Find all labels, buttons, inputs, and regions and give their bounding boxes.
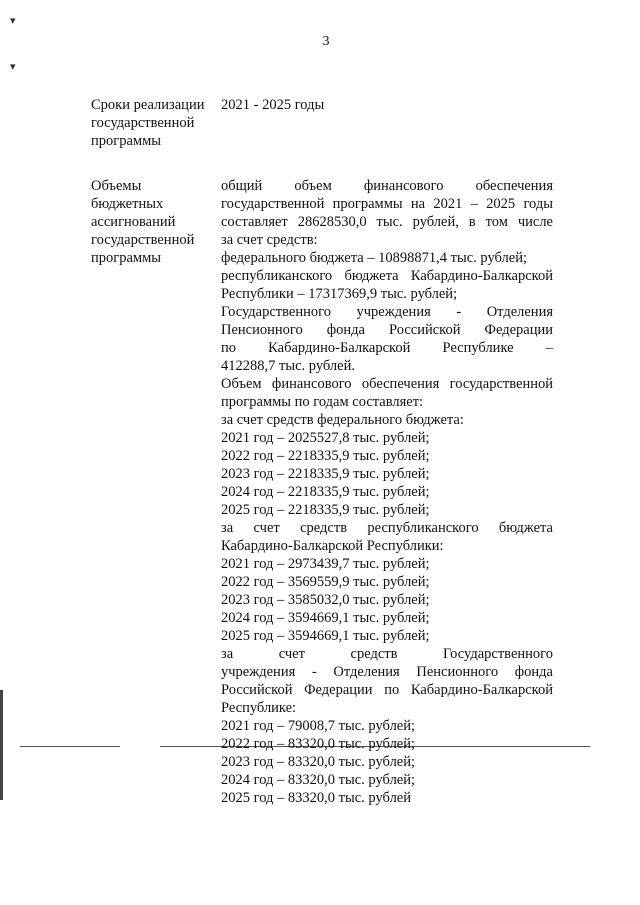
- federal-year: 2021 год – 2025527,8 тыс. рублей;: [221, 430, 430, 446]
- republic-year: 2021 год – 2973439,7 тыс. рублей;: [221, 556, 430, 572]
- federal-heading: за счет средств федерального бюджета:: [221, 412, 464, 428]
- pension-total-line: Государственного учреждения - Отделения: [221, 304, 553, 320]
- by-year-intro-line: программы по годам составляет:: [221, 394, 424, 410]
- pension-heading-line: учреждения - Отделения Пенсионного фонда: [221, 664, 553, 680]
- republic-year: 2024 год – 3594669,1 тыс. рублей;: [221, 610, 430, 626]
- label-line: программы: [91, 133, 161, 149]
- pension-total-line: по Кабардино-Балкарской Республике –: [221, 340, 553, 356]
- label-line: Объемы: [91, 178, 142, 194]
- label-line: государственной: [91, 115, 195, 131]
- pension-heading-line: за счет средств Государственного: [221, 646, 553, 662]
- volumes-label: [91, 177, 221, 807]
- by-year-intro-line: Объем финансового обеспечения государственной: [221, 376, 553, 392]
- federal-year: 2024 год – 2218335,9 тыс. рублей;: [221, 484, 430, 500]
- period-value: 2021 - 2025 годы: [221, 97, 325, 113]
- pension-total-line: 412288,7 тыс. рублей.: [221, 358, 355, 374]
- scan-mark: ▾: [10, 61, 16, 73]
- pension-year: 2024 год – 83320,0 тыс. рублей;: [221, 772, 416, 788]
- republic-year: 2022 год – 3569559,9 тыс. рублей;: [221, 574, 430, 590]
- volumes-value: [221, 177, 553, 807]
- republic-heading-line: Кабардино-Балкарской Республики:: [221, 538, 444, 554]
- federal-year: 2023 год – 2218335,9 тыс. рублей;: [221, 466, 430, 482]
- federal-year: 2025 год – 2218335,9 тыс. рублей;: [221, 502, 430, 518]
- pension-heading-line: Российской Федерации по Кабардино-Балкарской: [221, 682, 553, 698]
- republic-year: 2023 год – 3585032,0 тыс. рублей;: [221, 592, 430, 608]
- total-line: общий объем финансового обеспечения: [221, 178, 553, 194]
- label-line: государственной: [91, 232, 195, 248]
- republic-total-line: Республики – 17317369,9 тыс. рублей;: [221, 286, 458, 302]
- pension-year: 2021 год – 79008,7 тыс. рублей;: [221, 718, 416, 734]
- label-line: бюджетных: [91, 196, 164, 212]
- label-line: программы: [91, 250, 161, 266]
- page-number: 3: [322, 34, 330, 49]
- total-line: составляет 28628530,0 тыс. рублей, в том числе: [221, 214, 553, 230]
- federal-total: федерального бюджета – 10898871,4 тыс. рублей;: [221, 250, 528, 266]
- republic-heading-line: за счет средств республиканского бюджета: [221, 520, 553, 536]
- republic-year: 2025 год – 3594669,1 тыс. рублей;: [221, 628, 430, 644]
- pension-heading-line: Республике:: [221, 700, 297, 716]
- label-line: Сроки реализации: [91, 97, 205, 113]
- period-row: [91, 96, 581, 150]
- scan-edge-mark: [0, 690, 3, 800]
- republic-total-line: республиканского бюджета Кабардино-Балкарской: [221, 268, 553, 284]
- scan-mark: ▾: [10, 15, 16, 27]
- pension-total-line: Пенсионного фонда Российской Федерации: [221, 322, 553, 338]
- total-line: государственной программы на 2021 – 2025 годы: [221, 196, 553, 212]
- pension-year: 2022 год – 83320,0 тыс. рублей;: [221, 736, 416, 752]
- label-line: ассигнований: [91, 214, 176, 230]
- period-label: [91, 96, 221, 150]
- pension-year: 2025 год – 83320,0 тыс. рублей: [221, 790, 412, 806]
- volumes-row: [91, 177, 581, 807]
- total-line: за счет средств:: [221, 232, 318, 248]
- federal-year: 2022 год – 2218335,9 тыс. рублей;: [221, 448, 430, 464]
- pension-year: 2023 год – 83320,0 тыс. рублей;: [221, 754, 416, 770]
